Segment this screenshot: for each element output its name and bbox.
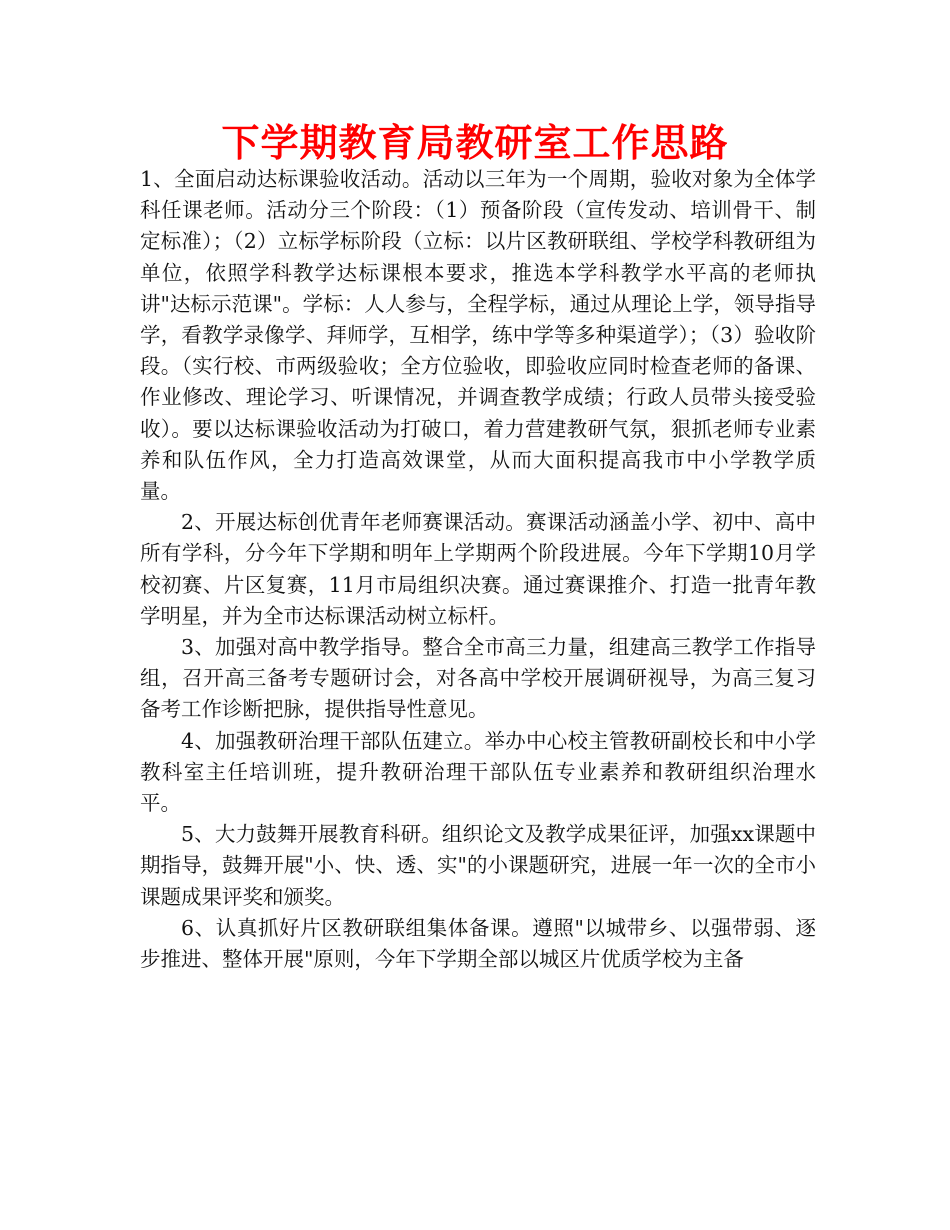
paragraph-1: 1、全面启动达标课验收活动。活动以三年为一个周期，验收对象为全体学科任课老师。活动分三个阶段：（1）预备阶段（宣传发动、培训骨干、制定标准）；（2）立标学标阶段（立标：以片区教研联组、学校学科教研组为单位，依照学科教学达标课根本要求，推选本学科教学水平高的老师执讲"达标示范课"。学标：人人参与，全程学标，通过从理论上学，领导指导学，看教学录像学、拜师学，互相学，练中学等多种渠道学）；（3）验收阶段。（实行校、市两级验收；全方位验收，即验收应同时检查老师的备课、作业修改、理论学习、听课情况，并调查教学成绩；行政人员带头接受验收）。要以达标课验收活动为打破口，着力营建教研气氛，狠抓老师专业素养和队伍作风，全力打造高效课堂，从而大面积提高我市中小学教学质量。 [140,167,816,504]
paragraph-6: 6、认真抓好片区教研联组集体备课。遵照"以城带乡、以强带弱、逐步推进、整体开展"原则，今年下学期全部以城区片优质学校为主备 [140,915,816,972]
paragraph-3: 3、加强对高中教学指导。整合全市高三力量，组建高三教学工作指导组，召开高三备考专题研讨会，对各高中学校开展调研视导，为高三复习备考工作诊断把脉，提供指导性意见。 [140,635,816,722]
paragraph-4: 4、加强教研治理干部队伍建立。举办中心校主管教研副校长和中小学教科室主任培训班，提升教研治理干部队伍专业素养和教研组织治理水平。 [140,728,816,816]
document-title: 下学期教育局教研室工作思路 [221,121,729,165]
document-body [140,164,816,975]
paragraph-2: 2、开展达标创优青年老师赛课活动。赛课活动涵盖小学、初中、高中所有学科，分今年下学期和明年上学期两个阶段进展。今年下学期10月学校初赛、片区复赛，11月市局组织决赛。通过赛课推介、打造一批青年教学明星，并为全市达标课活动树立标杆。 [140,510,816,628]
paragraph-5: 5、大力鼓舞开展教育科研。组织论文及教学成果征评，加强xx课题中期指导，鼓舞开展"小、快、透、实"的小课题研究，进展一年一次的全市小课题成果评奖和颁奖。 [140,822,816,909]
